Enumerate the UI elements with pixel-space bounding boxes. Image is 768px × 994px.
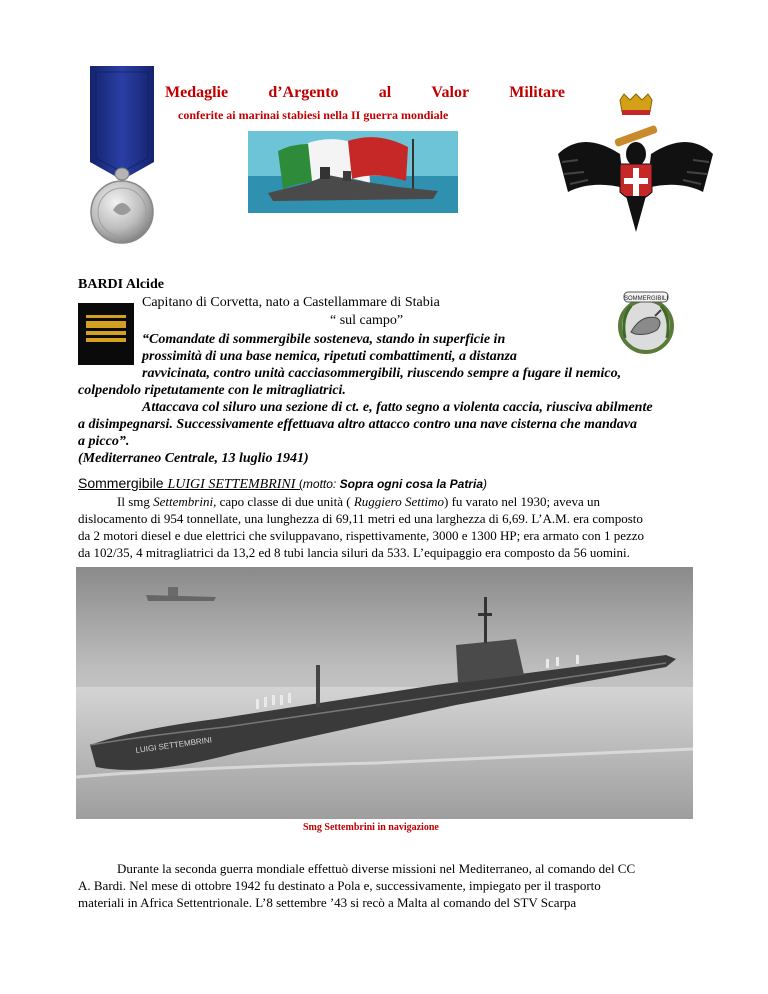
silver-medal-image: [82, 62, 162, 247]
submarine-badge-label: SOMMERGIBILI: [623, 296, 669, 302]
page-title: [165, 84, 565, 102]
flag-ship-illustration: [248, 131, 458, 213]
submarine-badge: [611, 288, 681, 358]
citation-source: (Mediterraneo Centrale, 13 luglio 1941): [78, 451, 309, 466]
heading-prefix: Sommergibile: [78, 475, 168, 491]
title-word: Valor: [431, 84, 470, 101]
desc-part: Il smg Settembrini, capo classe di due unità ( Ruggiero Settimo) fu varato nel 1930; aveva un: [117, 494, 600, 509]
motto-close: ): [483, 477, 487, 491]
citation-line: a disimpegnarsi. Successivamente effettuava altro attacco contro una nave cisterna che mandava: [78, 417, 637, 432]
title-word: al: [378, 84, 392, 101]
citation-line: colpendolo ripetutamente con le mitragliatrici.: [78, 383, 346, 398]
citation-line: Attaccava col siluro una sezione di ct. e, fatto segno a violenta caccia, riusciva abilmente: [142, 400, 653, 415]
page-subtitle: conferite ai marinai stabiesi nella II guerra mondiale: [178, 108, 449, 122]
citation-line: ravvicinata, contro unità cacciasommergibili, riuscendo sempre a fugare il nemico,: [142, 366, 622, 381]
description-line: [117, 494, 698, 510]
award-type: “ sul campo”: [330, 313, 404, 328]
closing-line: materiali in Africa Settentrionale. L’8 settembre ’43 si recò a Malta al comando del STV Scarpa: [78, 895, 577, 910]
motto-label: motto:: [302, 477, 340, 491]
closing-line: A. Bardi. Nel mese di ottobre 1942 fu destinato a Pola e, successivamente, impiegato per il trasporto: [78, 878, 601, 893]
title-word: Medaglie: [165, 84, 229, 101]
eagle-emblem: [558, 92, 713, 242]
submarine-heading: [78, 475, 487, 493]
motto-open: (: [298, 477, 303, 491]
closing-line: Durante la seconda guerra mondiale effettuò diverse missioni nel Mediterraneo, al comando del CC: [117, 861, 636, 876]
officer-rank-line: Capitano di Corvetta, nato a Castellammare di Stabia: [142, 295, 440, 310]
photo-caption: Smg Settembrini in navigazione: [303, 822, 439, 833]
officer-name: BARDI Alcide: [78, 277, 164, 292]
motto-text: Sopra ogni cosa la Patria: [339, 477, 483, 491]
citation-line: prossimità di una base nemica, ripetuti combattimenti, a distanza: [142, 349, 517, 364]
description-line: da 102/35, 4 mitragliatrici da 13,2 ed 8 tubi lancia siluri da 533. L’equipaggio era composto da 56 uomini.: [78, 545, 630, 560]
citation-line: a picco”.: [78, 434, 130, 449]
title-word: Militare: [509, 84, 565, 101]
citation-line: “Comandate di sommergibile sosteneva, stando in superficie in: [142, 332, 506, 347]
heading-name: LUIGI SETTEMBRINI: [167, 477, 299, 492]
title-word: d’Argento: [268, 84, 339, 101]
rank-insignia-image: [78, 303, 134, 365]
submarine-photo: [76, 567, 693, 819]
description-line: dislocamento di 954 tonnellate, una lunghezza di 69,11 metri ed una larghezza di 6,69. L’A.M. era composto: [78, 511, 643, 526]
description-line: da 2 motori diesel e due elettrici che sviluppavano, rispettivamente, 3000 e 1300 HP; era armato con 1 pezzo: [78, 528, 645, 543]
hull-name-text: LUIGI SETTEMBRINI: [135, 735, 213, 755]
